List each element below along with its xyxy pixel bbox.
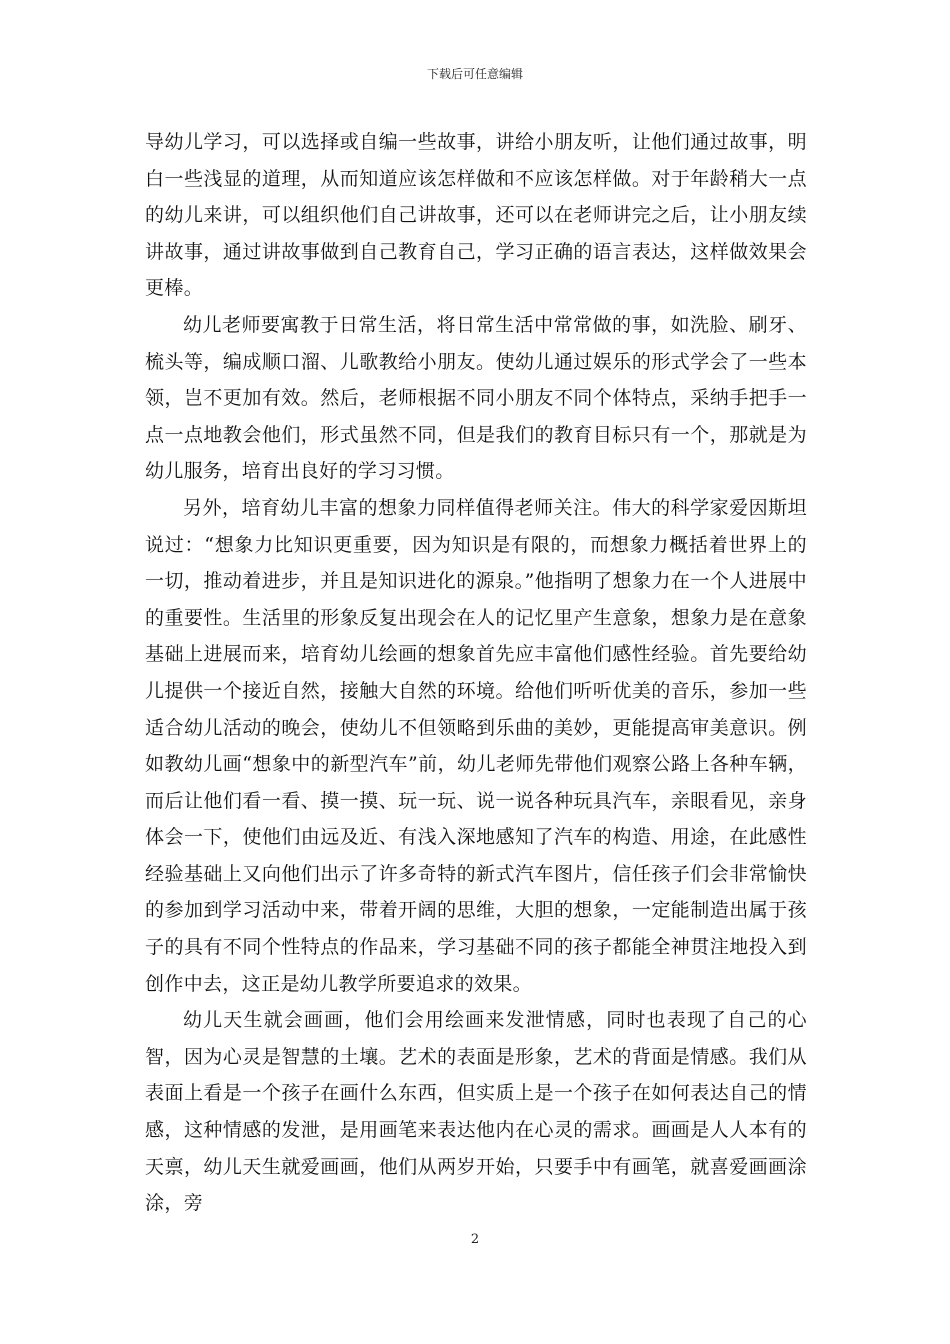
paragraph-drawing: 幼儿天生就会画画，他们会用绘画来发泄情感，同时也表现了自己的心智，因为心灵是智慧的土壤。艺术的表面是形象，艺术的背面是情感。我们从表面上看是一个孩子在画什么东西，但实质上是一个孩子在如何表达自己的情感，这种情感的发泄，是用画笔来表达他内在心灵的需求。画画是人人本有的天禀，幼儿天生就爱画画，他们从两岁开始，只要手中有画笔，就喜爱画画涂涂，旁 [145, 1009, 807, 1215]
paragraph-imagination: 另外，培育幼儿丰富的想象力同样值得老师关注。伟大的科学家爱因斯坦说过：“想象力比知识更重要，因为知识是有限的，而想象力概括着世界上的一切，推动着进步，并且是知识进化的源泉。”他指明了想象力在一个人进展中的重要性。生活里的形象反复出现会在人的记忆里产生意象，想象力是在意象基础上进展而来，培育幼儿绘画的想象首先应丰富他们感性经验。首先要给幼儿提供一个接近自然，接触大自然的环境。给他们听听优美的音乐，参加一些适合幼儿活动的晚会，使幼儿不但领略到乐曲的美妙，更能提高审美意识。例如教幼儿画“想象中的新型汽车”前，幼儿老师先带他们观察公路上各种车辆，而后让他们看一看、摸一摸、玩一玩、说一说各种玩具汽车，亲眼看见，亲身体会一下，使他们由远及近、有浅入深地感知了汽车的构造、用途，在此感性经验基础上又向他们出示了许多奇特的新式汽车图片，信任孩子们会非常愉快的参加到学习活动中来，带着开阔的思维，大胆的想象，一定能制造出属于孩子的具有不同个性特点的作品来，学习基础不同的孩子都能全神贯注地投入到创作中去，这正是幼儿教学所要追求的效果。 [145, 496, 807, 995]
paragraph-continued: 导幼儿学习，可以选择或自编一些故事，讲给小朋友听，让他们通过故事，明白一些浅显的道理，从而知道应该怎样做和不应该怎样做。对于年龄稍大一点的幼儿来讲，可以组织他们自己讲故事，还可以在老师讲完之后，让小朋友续讲故事，通过讲故事做到自己教育自己，学习正确的语言表达，这样做效果会更棒。 [145, 131, 807, 300]
page-number: 2 [470, 1232, 480, 1247]
paragraph-daily-life: 幼儿老师要寓教于日常生活，将日常生活中常常做的事，如洗脸、刷牙、梳头等，编成顺口溜、儿歌教给小朋友。使幼儿通过娱乐的形式学会了一些本领，岂不更加有效。然后，老师根据不同小朋友不同个体特点，采纳手把手一点一点地教会他们，形式虽然不同，但是我们的教育目标只有一个，那就是为幼儿服务，培育出良好的学习习惯。 [145, 313, 807, 483]
page-header: 下载后可任意编辑 [426, 67, 523, 81]
document-body [145, 124, 807, 1222]
